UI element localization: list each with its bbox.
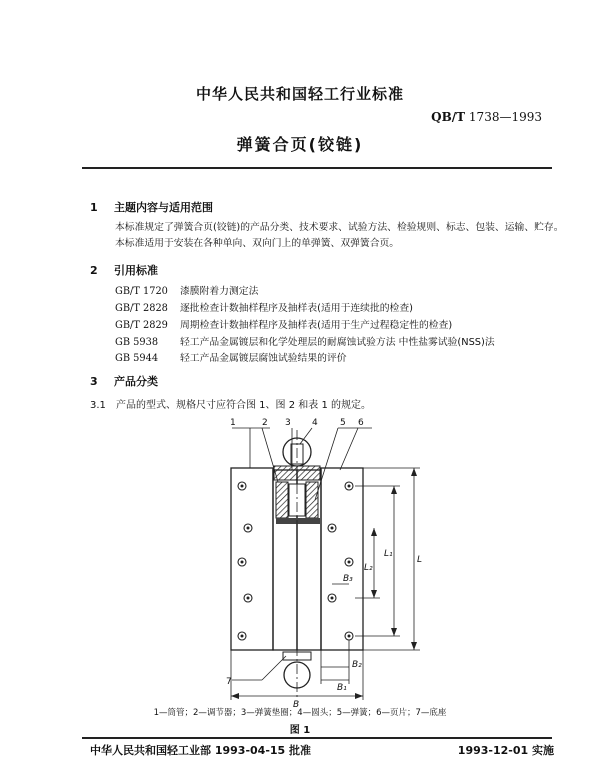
section-title: 引用标准 <box>114 264 158 277</box>
footer-rule <box>82 737 552 739</box>
issuing-body-title: 中华人民共和国轻工行业标准 <box>195 85 404 103</box>
reference-text: 轻工产品金属镀层和化学处理层的耐腐蚀试验方法 中性盐雾试验(NSS)法 <box>180 337 495 348</box>
reference-code: GB 5938 <box>115 337 159 348</box>
section-1-para-1: 本标准规定了弹簧合页(铰链)的产品分类、技术要求、试验方法、检验规则、标志、包装、运输、贮存。 <box>115 222 564 233</box>
section-title: 主题内容与适用范围 <box>114 201 213 214</box>
reference-code: GB/T 2829 <box>115 320 168 331</box>
section-number: 3 <box>90 375 98 388</box>
part-number-label: 4 <box>312 418 318 428</box>
clause-text: 产品的型式、规格尺寸应符合图 1、图 2 和表 1 的规定。 <box>116 400 371 411</box>
dimension-label-L1: L₁ <box>384 549 393 559</box>
section-1-para-2: 本标准适用于安装在各种单向、双向门上的单弹簧、双弹簧合页。 <box>115 238 400 249</box>
standard-number: 1738—1993 <box>468 110 542 124</box>
left-leaf-plate <box>231 468 273 650</box>
part-number-label: 3 <box>285 418 291 428</box>
reference-code: GB/T 2828 <box>115 303 168 314</box>
document-title: 弹簧合页(铰链) <box>236 135 364 154</box>
reference-code: GB 5944 <box>115 353 159 364</box>
part-number-label: 6 <box>358 418 364 428</box>
part-number-label: 1 <box>230 418 236 428</box>
standard-prefix: QB/T <box>431 110 466 124</box>
section-title: 产品分类 <box>114 375 158 388</box>
implementation-date: 1993-12-01 实施 <box>457 744 554 757</box>
reference-code: GB/T 1720 <box>115 286 168 297</box>
spring-section-left <box>276 482 288 518</box>
figure-number: 图 1 <box>289 725 311 736</box>
reference-text: 漆膜附着力测定法 <box>180 286 259 297</box>
figure-caption: 1—筒管；2—调节器；3—弹簧垫圈；4—圆头；5—弹簧；6—页片；7—底座 <box>153 708 447 718</box>
dimension-label-B: B <box>293 700 300 710</box>
right-leaf-plate <box>321 468 363 650</box>
clause-number: 3.1 <box>90 400 106 411</box>
dimension-label-B2: B₂ <box>352 660 362 670</box>
part-number-label: 7 <box>226 677 232 687</box>
approval-line: 中华人民共和国轻工业部 1993-04-15 批准 <box>90 744 312 757</box>
reference-text: 轻工产品金属镀层腐蚀试验结果的评价 <box>180 353 347 364</box>
reference-text: 周期检查计数抽样程序及抽样表(适用于生产过程稳定性的检查) <box>180 320 453 331</box>
spring-washer <box>276 518 320 524</box>
part-number-label: 2 <box>262 418 268 428</box>
dimension-label-L: L <box>417 555 423 565</box>
section-number: 1 <box>90 201 98 214</box>
dimension-label-B3: B₃ <box>343 574 353 584</box>
spring-section-right <box>306 482 318 518</box>
dimension-label-B1: B₁ <box>337 683 347 693</box>
part-number-label: 5 <box>340 418 346 428</box>
section-number: 2 <box>90 264 98 277</box>
dimension-label-L2: L₂ <box>364 563 373 573</box>
reference-text: 逐批检查计数抽样程序及抽样表(适用于连续批的检查) <box>180 303 413 314</box>
